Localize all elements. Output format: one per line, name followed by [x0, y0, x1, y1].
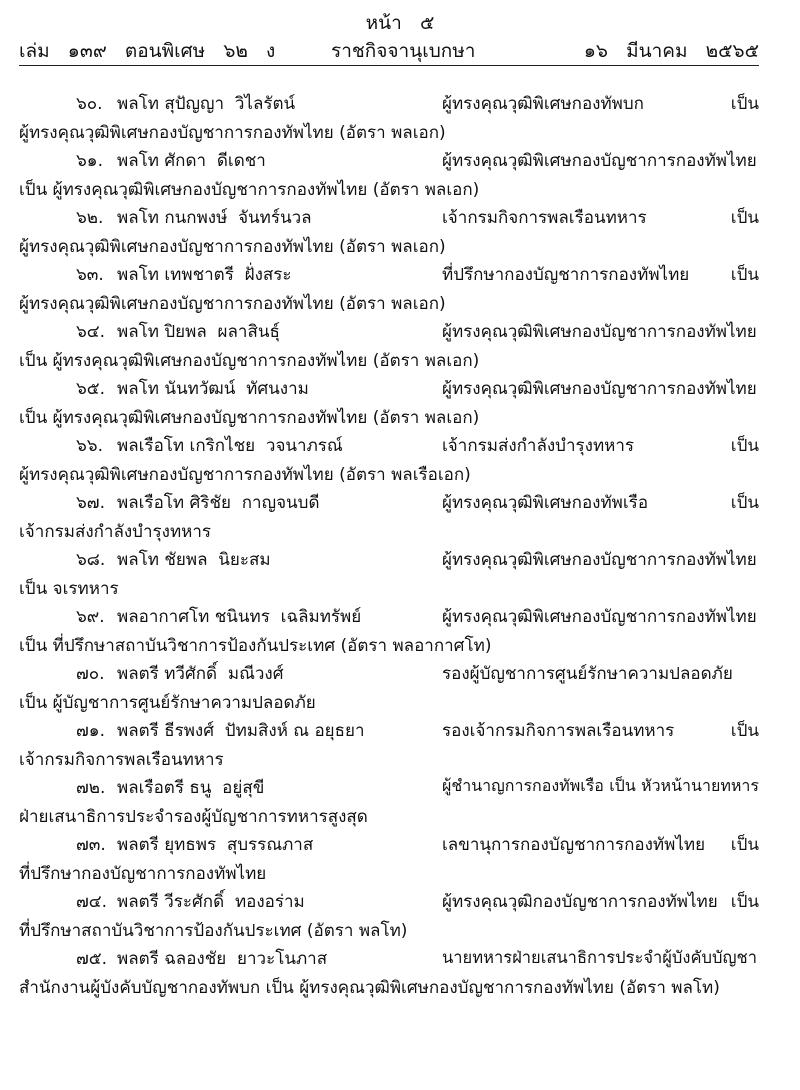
entry-new-position: ผู้ทรงคุณวุฒิพิเศษกองบัญชาการกองทัพไทย (อัตรา พลเอก)	[19, 294, 446, 314]
entry-new-position: ผู้ทรงคุณวุฒิพิเศษกองบัญชาการกองทัพไทย (อัตรา พลเรือเอก)	[19, 465, 471, 485]
entry-rank-name: พลโท ศักดา ดีเดชา	[117, 151, 266, 171]
entry-new-position: เป็น ผู้บัญชาการศูนย์รักษาความปลอดภัย	[19, 693, 316, 713]
entry-current-position: เจ้ากรมกิจการพลเรือนทหาร เป็น	[442, 208, 759, 228]
entry-current-position: ผู้ทรงคุณวุฒิพิเศษกองทัพเรือ เป็น	[442, 493, 759, 513]
entry-current-position: ผู้ทรงคุณวุฒิพิเศษกองบัญชาการกองทัพไทย	[442, 322, 757, 342]
header-date: ๑๖ มีนาคม ๒๕๖๕	[583, 40, 759, 62]
appointment-entry	[19, 660, 759, 717]
entry-new-position: ฝ่ายเสนาธิการประจำรองผู้บัญชาการทหารสูงสุด	[19, 807, 368, 827]
entry-number: ๖๕.	[76, 379, 106, 399]
entry-new-position: ผู้ทรงคุณวุฒิพิเศษกองบัญชาการกองทัพไทย (อัตรา พลเอก)	[19, 237, 446, 257]
entry-current-position: รองผู้บัญชาการศูนย์รักษาความปลอดภัย	[442, 664, 733, 684]
entry-number: ๗๑.	[76, 721, 105, 741]
entry-new-position: เจ้ากรมกิจการพลเรือนทหาร	[19, 750, 224, 770]
entry-rank-name: พลโท เทพชาตรี ฝั่งสระ	[117, 265, 292, 285]
appointment-entry	[19, 774, 759, 831]
entry-new-position: เจ้ากรมส่งกำลังบำรุงทหาร	[19, 522, 212, 542]
page-number: หน้า ๕	[365, 12, 435, 34]
entry-rank-name: พลโท ปิยพล ผลาสินธุ์	[117, 322, 280, 342]
entry-rank-name: พลตรี ยุทธพร สุบรรณภาส	[117, 835, 314, 855]
entry-current-position: ผู้ทรงคุณวุฒิพิเศษกองบัญชาการกองทัพไทย	[442, 151, 757, 171]
entry-new-position: สำนักงานผู้บังคับบัญชากองทัพบก เป็น ผู้ทรงคุณวุฒิพิเศษกองบัญชาการกองทัพไทย (อัตรา พลโท)	[19, 978, 720, 998]
entry-current-position: ผู้ทรงคุณวุฒิกองบัญชาการกองทัพไทย เป็น	[442, 892, 759, 912]
running-header	[19, 36, 759, 64]
entry-current-position: ผู้ทรงคุณวุฒิพิเศษกองบัญชาการกองทัพไทย	[442, 550, 757, 570]
entry-new-position: เป็น ที่ปรึกษาสถาบันวิชาการป้องกันประเทศ (อัตรา พลอากาศโท)	[19, 636, 492, 656]
entry-current-position: ผู้ทรงคุณวุฒิพิเศษกองทัพบก เป็น	[442, 94, 759, 114]
entry-number: ๖๖.	[76, 436, 103, 456]
entry-current-position: ผู้ทรงคุณวุฒิพิเศษกองบัญชาการกองทัพไทย	[442, 379, 757, 399]
entry-new-position: ที่ปรึกษาสถาบันวิชาการป้องกันประเทศ (อัตรา พลโท)	[19, 921, 408, 941]
appointment-entry	[19, 603, 759, 660]
entry-number: ๗๔.	[76, 892, 108, 912]
entry-new-position: เป็น จเรทหาร	[19, 579, 119, 599]
entry-rank-name: พลเรือตรี ธนู อยู่สุขี	[117, 778, 265, 798]
entry-number: ๗๓.	[76, 835, 106, 855]
entry-current-position: ผู้ชำนาญการกองทัพเรือ เป็น หัวหน้านายทหาร	[442, 776, 759, 795]
entry-current-position: รองเจ้ากรมกิจการพลเรือนทหาร เป็น	[442, 721, 759, 741]
entry-number: ๖๘.	[76, 550, 106, 570]
entry-rank-name: พลโท สุปัญญา วิไลรัตน์	[117, 94, 296, 114]
appointment-entry	[19, 318, 759, 375]
entry-number: ๗๕.	[76, 949, 108, 969]
entry-rank-name: พลตรี วีระศักดิ์ ทองอร่าม	[117, 892, 305, 912]
appointment-entry	[19, 90, 759, 147]
entry-rank-name: พลตรี ธีรพงศ์ ปัทมสิงห์ ณ อยุธยา	[117, 721, 365, 741]
entry-rank-name: พลโท กนกพงษ์ จันทร์นวล	[117, 208, 312, 228]
entry-number: ๖๒.	[76, 208, 104, 228]
entry-current-position: เจ้ากรมส่งกำลังบำรุงทหาร เป็น	[442, 436, 759, 456]
entry-new-position: เป็น ผู้ทรงคุณวุฒิพิเศษกองบัญชาการกองทัพไทย (อัตรา พลเอก)	[19, 408, 480, 428]
entry-number: ๗๐.	[76, 664, 105, 684]
entry-number: ๖๔.	[76, 322, 106, 342]
appointment-entry	[19, 489, 759, 546]
entry-rank-name: พลโท นันทวัฒน์ ทัศนงาม	[117, 379, 309, 399]
entry-number: ๖๐.	[76, 94, 103, 114]
entry-number: ๗๒.	[76, 778, 106, 798]
appointment-entry	[19, 204, 759, 261]
appointment-entry	[19, 432, 759, 489]
entry-number: ๖๑.	[76, 151, 103, 171]
entry-rank-name: พลตรี ฉลองชัย ยาวะโนภาส	[117, 949, 328, 969]
appointment-list	[19, 90, 759, 1002]
appointment-entry	[19, 546, 759, 603]
appointment-entry	[19, 717, 759, 774]
entry-rank-name: พลเรือโท เกริกไชย วจนาภรณ์	[117, 436, 343, 456]
entry-current-position: เลขานุการกองบัญชาการกองทัพไทย เป็น	[442, 835, 759, 855]
appointment-entry	[19, 375, 759, 432]
header-publication-title: ราชกิจจานุเบกษา	[331, 40, 476, 62]
entry-new-position: ที่ปรึกษากองบัญชาการกองทัพไทย	[19, 864, 267, 884]
entry-current-position: นายทหารฝ่ายเสนาธิการประจำผู้บังคับบัญชา	[442, 948, 757, 967]
appointment-entry	[19, 261, 759, 318]
header-rule	[19, 65, 759, 66]
header-volume-issue: เล่ม ๑๓๙ ตอนพิเศษ ๖๒ ง	[19, 40, 276, 62]
entry-rank-name: พลตรี ทวีศักดิ์ มณีวงศ์	[117, 664, 284, 684]
entry-new-position: เป็น ผู้ทรงคุณวุฒิพิเศษกองบัญชาการกองทัพไทย (อัตรา พลเอก)	[19, 180, 480, 200]
entry-new-position: ผู้ทรงคุณวุฒิพิเศษกองบัญชาการกองทัพไทย (อัตรา พลเอก)	[19, 123, 446, 143]
appointment-entry	[19, 831, 759, 888]
entry-number: ๖๙.	[76, 607, 105, 627]
entry-number: ๖๓.	[76, 265, 104, 285]
entry-rank-name: พลโท ชัยพล นิยะสม	[117, 550, 271, 570]
appointment-entry	[19, 147, 759, 204]
entry-rank-name: พลอากาศโท ชนินทร เฉลิมทรัพย์	[117, 607, 362, 627]
entry-number: ๖๗.	[76, 493, 105, 513]
appointment-entry	[19, 888, 759, 945]
entry-current-position: ที่ปรึกษากองบัญชาการกองทัพไทย เป็น	[442, 265, 759, 285]
entry-new-position: เป็น ผู้ทรงคุณวุฒิพิเศษกองบัญชาการกองทัพไทย (อัตรา พลเอก)	[19, 351, 480, 371]
entry-rank-name: พลเรือโท ศิริชัย กาญจนบดี	[117, 493, 320, 513]
appointment-entry	[19, 945, 759, 1002]
entry-current-position: ผู้ทรงคุณวุฒิพิเศษกองบัญชาการกองทัพไทย	[442, 607, 757, 627]
